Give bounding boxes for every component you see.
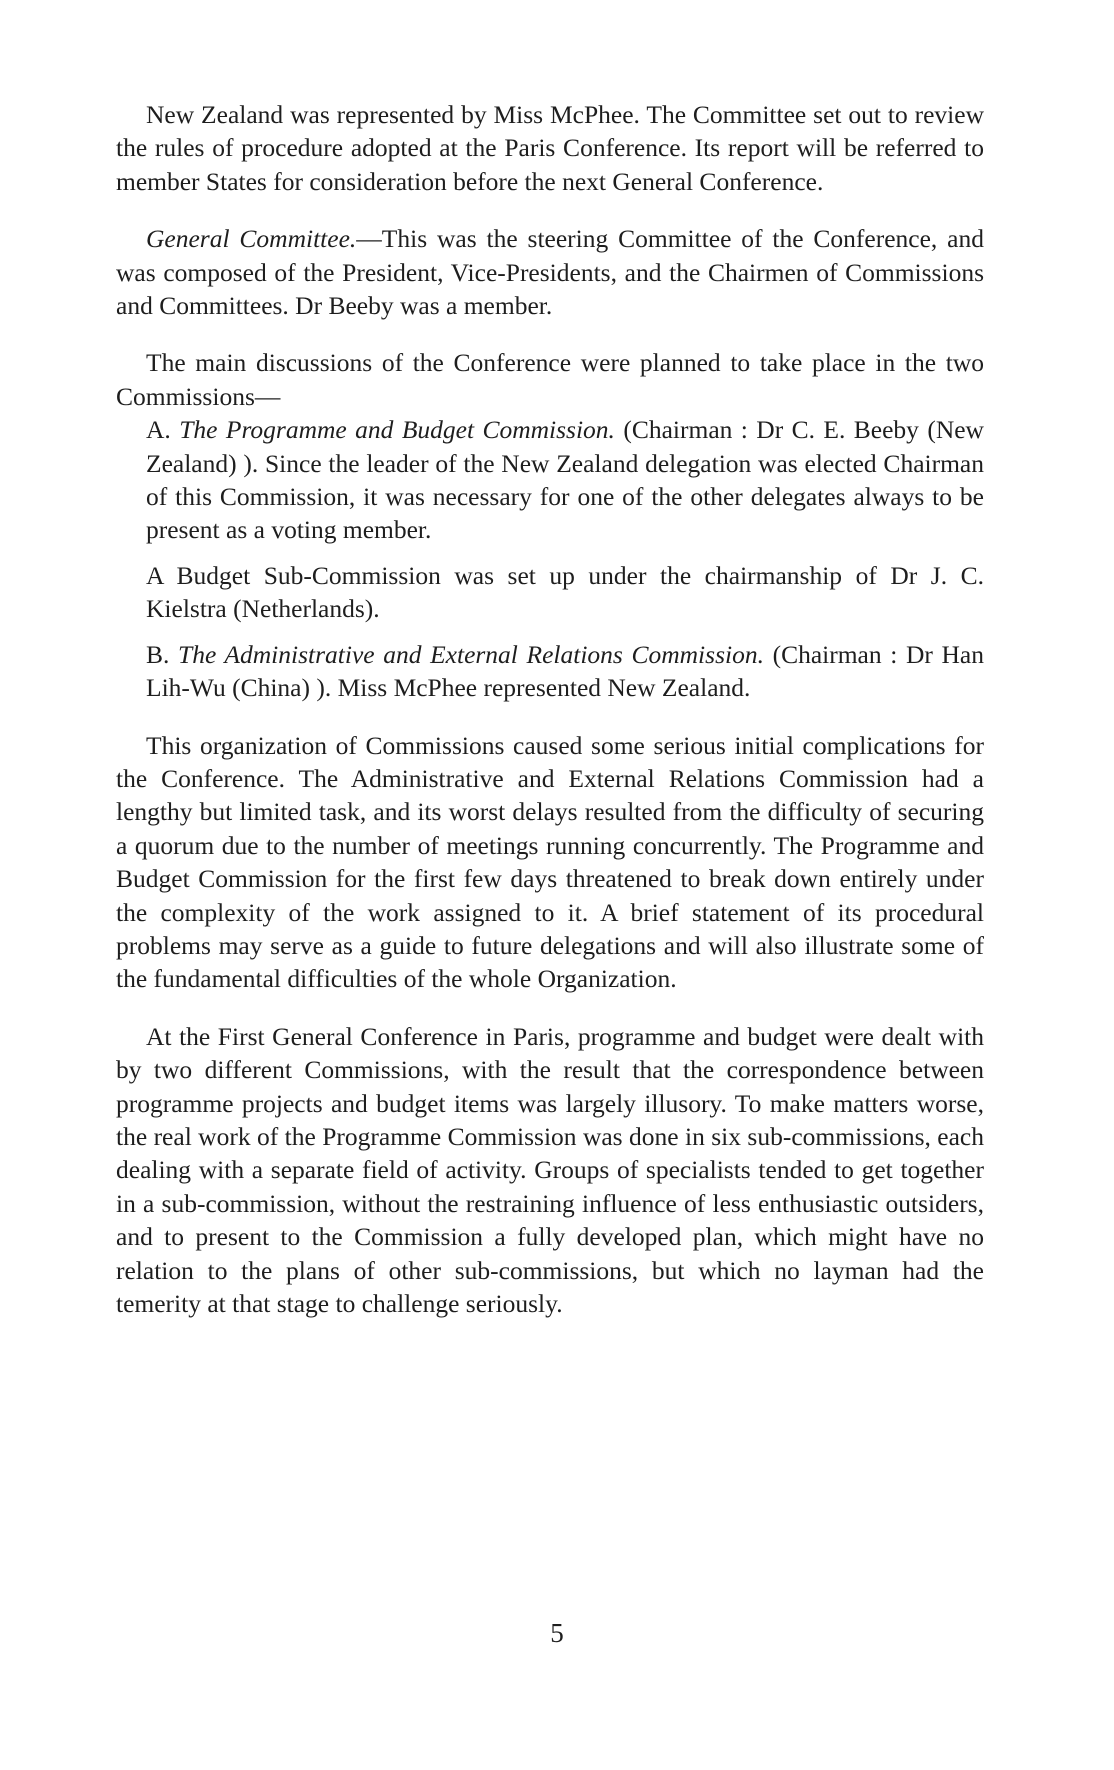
paragraph-organization-complications: This organization of Commissions caused some serious initial complications for the Conference. The Administrative and External Relations Commission had a lengthy but limited task, and its worst delays resulted from the difficulty of securing a quorum due to the number of meetings running concurrently. The Programme and Budget Commission for the first few days threatened to break down entirely under the complexity of the work assigned to it. A brief statement of its procedural problems may serve as a guide to future delegations and will also illustrate some of the fundamental difficulties of the whole Organization.	[116, 730, 984, 994]
commission-a-title: The Programme and Budget Commission.	[179, 415, 615, 445]
paragraph-general-committee	[116, 222, 984, 322]
commission-a-prefix: A.	[146, 415, 180, 445]
general-committee-heading: General Committee.	[146, 224, 357, 254]
commission-b-text: (Chairman : Dr Han Lih-Wu (China) ). Miss McPhee represented New Zealand.	[146, 639, 984, 703]
commission-b-title: The Administrative and External Relations Commission.	[178, 639, 764, 669]
paragraph-main-discussions: The main discussions of the Conference were planned to take place in the two Commissions—	[116, 348, 984, 411]
general-committee-text: —This was the steering Committee of the Conference, and was composed of the President, Vice-Presidents, and the Chairmen of Commissions and Committees. Dr Beeby was a member.	[116, 224, 984, 321]
commission-b-prefix: B.	[146, 639, 179, 669]
paragraph-first-general-conference: At the First General Conference in Paris, programme and budget were dealt with by two different Commissions, with the result that the correspondence between programme projects and budget items was largely illusory. To make matters worse, the real work of the Programme Commission was done in six sub-commissions, each dealing with a separate field of activity. Groups of specialists tended to get together in a sub-commission, without the restraining influence of less enthusiastic outsiders, and to present to the Commission a fully developed plan, which might have no relation to the plans of other sub-commissions, but which no layman had the temerity at that stage to challenge seriously.	[116, 1021, 984, 1318]
page-number: 5	[550, 1618, 564, 1648]
document-page	[116, 98, 984, 1320]
paragraph-mcphee-committee: New Zealand was represented by Miss McPhee. The Committee set out to review the rules of procedure adopted at the Paris Conference. Its report will be referred to member States for consideration before the next General Conference.	[116, 100, 984, 196]
paragraph-budget-sub-commission: A Budget Sub-Commission was set up under the chairmanship of Dr J. C. Kielstra (Netherlands).	[146, 560, 984, 624]
paragraph-commission-a	[116, 413, 984, 547]
paragraph-commission-b	[116, 638, 984, 705]
commission-a-text: (Chairman : Dr C. E. Beeby (New Zealand) ). Since the leader of the New Zealand delegation was elected Chairman of this Commission, it was necessary for one of the other delegates always to be present as a voting member.	[146, 415, 984, 545]
